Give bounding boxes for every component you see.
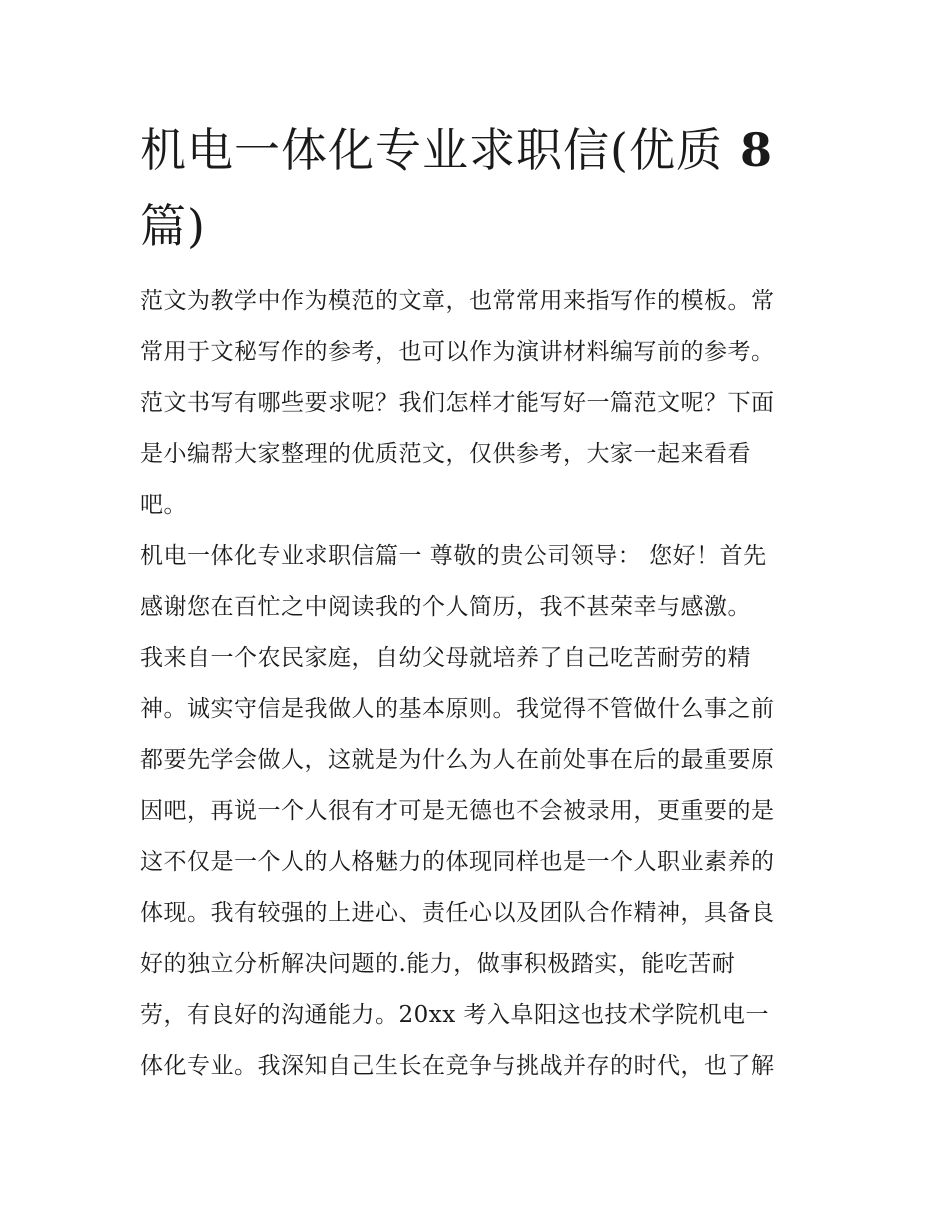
- body-line: 因吧，再说一个人很有才可是无德也不会被录用，更重要的是: [140, 798, 775, 824]
- document-body: [140, 276, 820, 1092]
- body-line: 神。诚实守信是我做人的基本原则。我觉得不管做什么事之前: [140, 696, 775, 722]
- title-text: 机电一体化专业求职信(优质: [140, 123, 723, 177]
- body-line: 范文为教学中作为模范的文章，也常常用来指写作的模板。常: [140, 288, 775, 314]
- body-line: 体化专业。我深知自己生长在竞争与挑战并存的时代，也了解: [140, 1053, 775, 1079]
- body-line: 好的独立分析解决问题的.能力，做事积极踏实，能吃苦耐: [140, 951, 736, 977]
- document-title: [140, 112, 820, 264]
- body-line: 机电一体化专业求职信篇一 尊敬的贵公司领导： 您好！首先: [140, 543, 767, 569]
- body-line: 劳，有良好的沟通能力。20xx 考入阜阳这也技术学院机电一: [140, 1002, 770, 1028]
- body-line: 我来自一个农民家庭，自幼父母就培养了自己吃苦耐劳的精: [140, 645, 751, 671]
- title-text-continued: 篇): [140, 199, 206, 253]
- body-line: 常用于文秘写作的参考，也可以作为演讲材料编写前的参考。: [140, 339, 775, 365]
- body-line: 范文书写有哪些要求呢？我们怎样才能写好一篇范文呢？下面: [140, 390, 775, 416]
- body-line: 感谢您在百忙之中阅读我的个人简历，我不甚荣幸与感激。: [140, 594, 751, 620]
- body-line: 这不仅是一个人的人格魅力的体现同样也是一个人职业素养的: [140, 849, 775, 875]
- title-number: 8: [739, 123, 773, 177]
- body-line: 体现。我有较强的上进心、责任心以及团队合作精神，具备良: [140, 900, 775, 926]
- body-line: 是小编帮大家整理的优质范文，仅供参考，大家一起来看看: [140, 441, 751, 467]
- body-line: 吧。: [140, 492, 187, 518]
- body-line: 都要先学会做人，这就是为什么为人在前处事在后的最重要原: [140, 747, 775, 773]
